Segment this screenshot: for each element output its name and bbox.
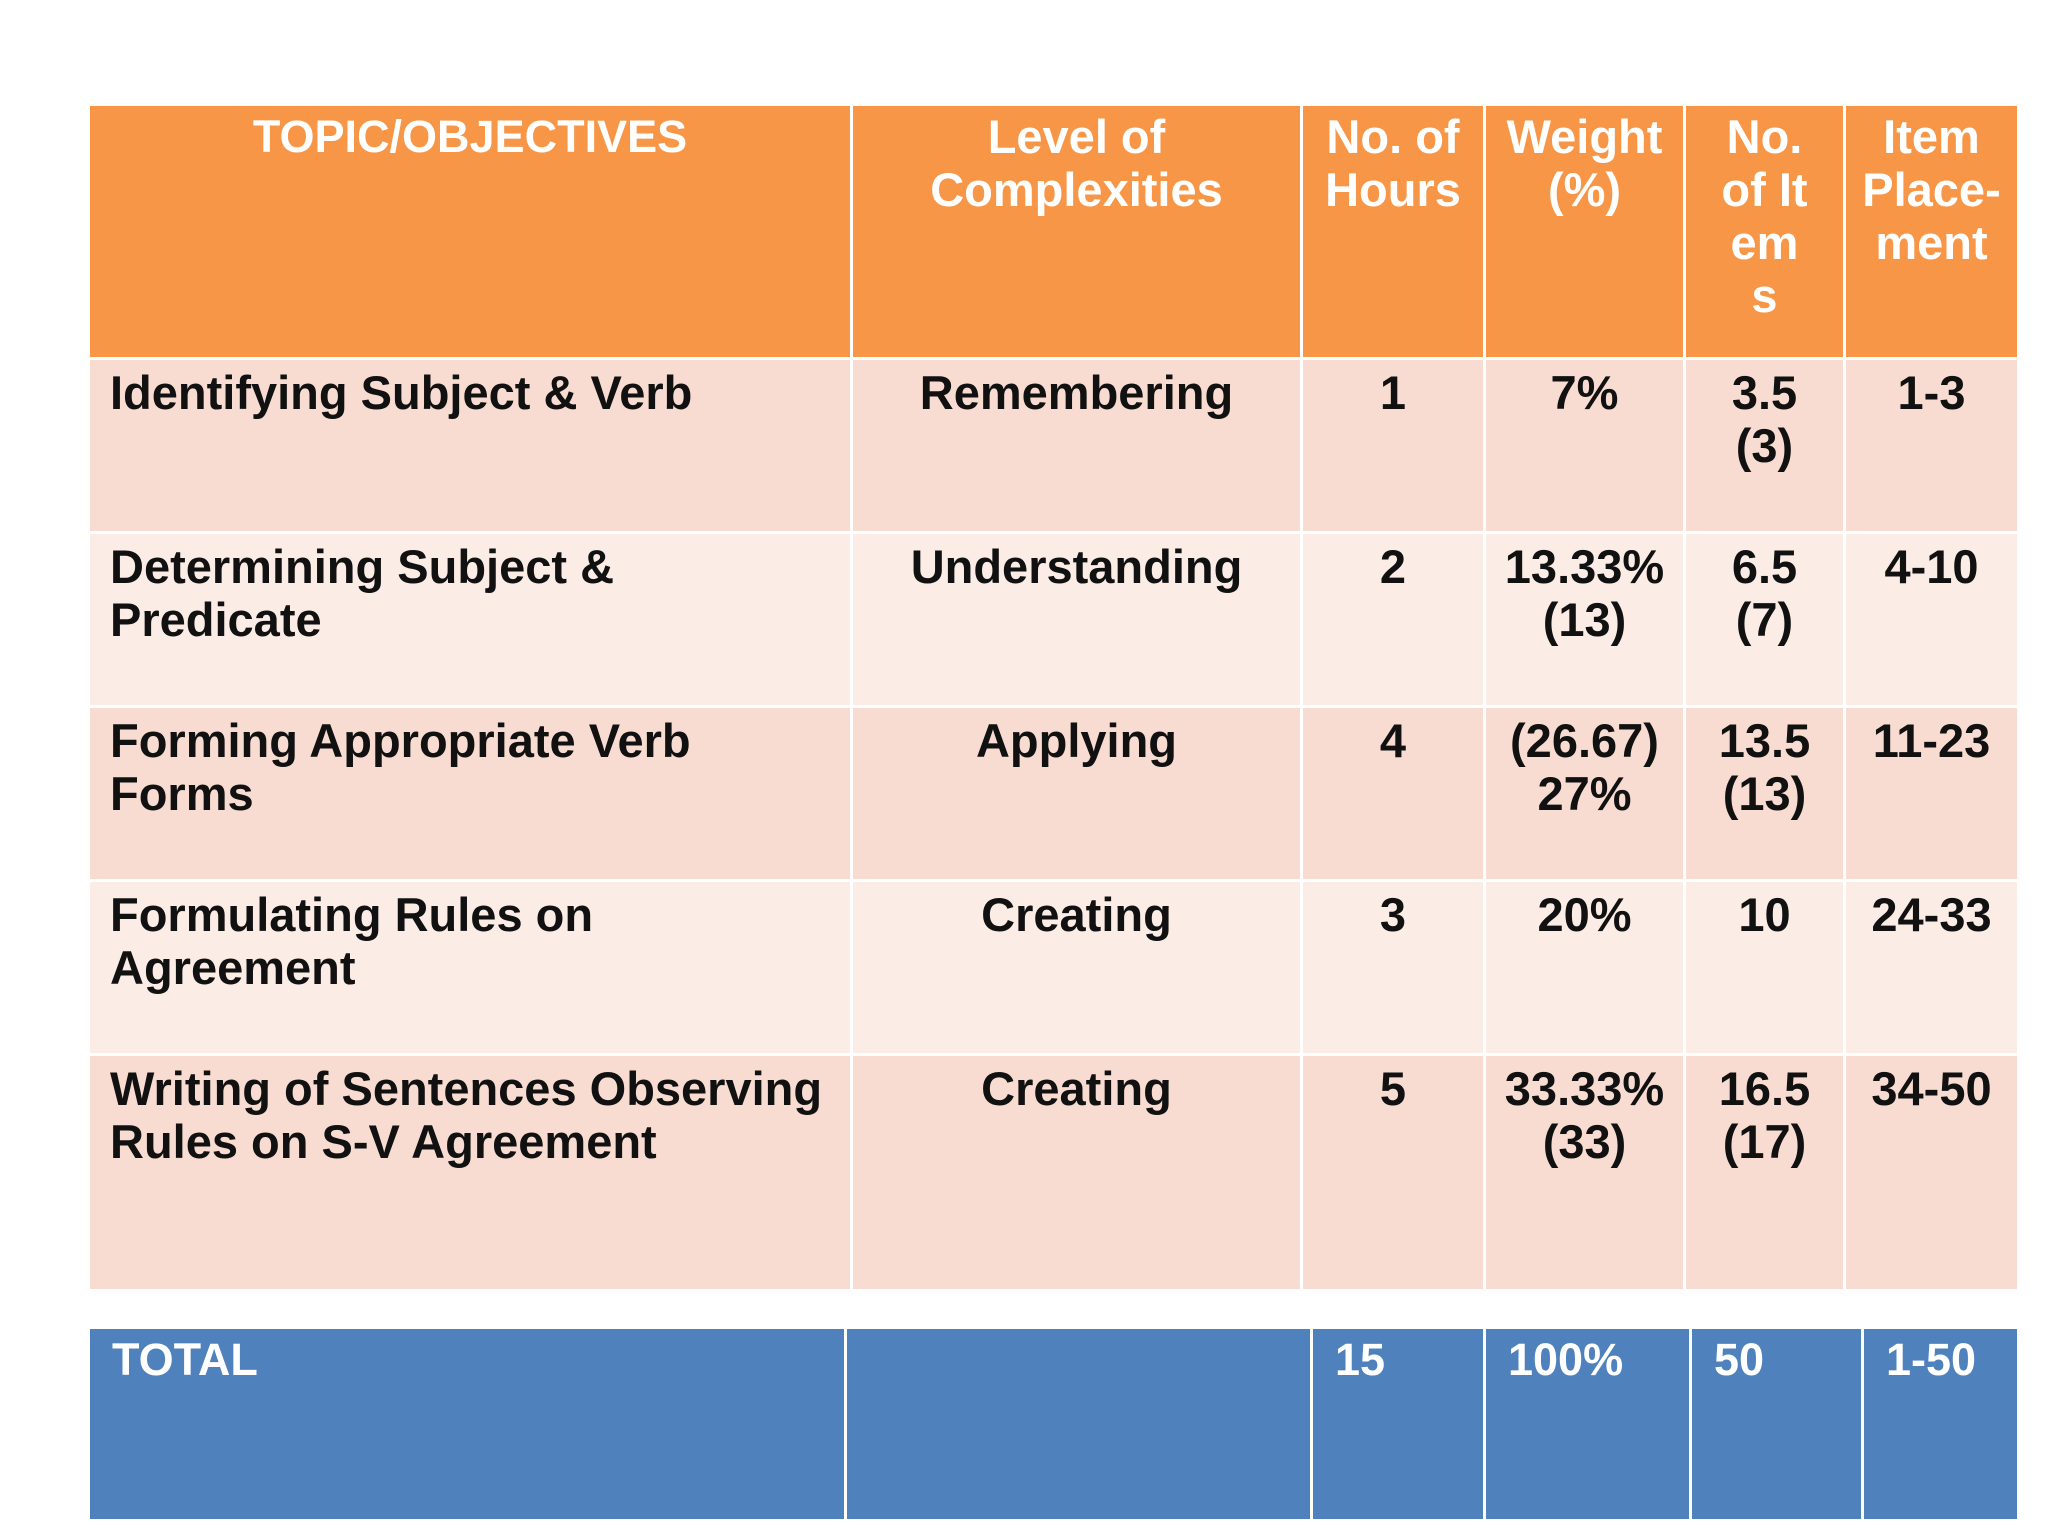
total-row [89, 1328, 2019, 1521]
level-cell: Applying [852, 707, 1302, 881]
total-weight: 100% [1485, 1328, 1691, 1521]
items-value: 13.5 [1718, 714, 1811, 767]
items-rounded: (7) [1735, 593, 1794, 646]
table-row [89, 359, 2019, 533]
topic-cell: Determining Subject & Predicate [89, 533, 852, 707]
items-cell [1685, 359, 1845, 533]
table-row [89, 533, 2019, 707]
hours-cell: 5 [1302, 1055, 1485, 1291]
total-label: TOTAL [89, 1328, 846, 1521]
placement-cell: 4-10 [1845, 533, 2019, 707]
weight-value: 20% [1537, 888, 1632, 941]
weight-rounded: (33) [1542, 1115, 1627, 1168]
header-level: Level of Complexities [852, 105, 1302, 359]
weight-cell [1485, 533, 1685, 707]
items-value: 16.5 [1718, 1062, 1811, 1115]
total-placement: 1-50 [1863, 1328, 2019, 1521]
total-level [846, 1328, 1312, 1521]
header-placement: Item Place- ment [1845, 105, 2019, 359]
weight-cell [1485, 707, 1685, 881]
items-cell [1685, 1055, 1845, 1291]
header-row [89, 105, 2019, 359]
topic-cell: Forming Appropriate Verb Forms [89, 707, 852, 881]
weight-cell [1485, 359, 1685, 533]
placement-cell: 11-23 [1845, 707, 2019, 881]
placement-cell: 24-33 [1845, 881, 2019, 1055]
level-cell: Understanding [852, 533, 1302, 707]
topic-line: Writing of Sentences Observing [110, 1062, 823, 1115]
weight-value: 13.33% [1504, 540, 1665, 593]
items-value: 6.5 [1731, 540, 1798, 593]
items-cell [1685, 707, 1845, 881]
placement-cell: 34-50 [1845, 1055, 2019, 1291]
items-value: 10 [1738, 888, 1791, 941]
topic-line: Rules on S-V Agreement [110, 1115, 657, 1168]
weight-value: 33.33% [1504, 1062, 1665, 1115]
level-cell: Remembering [852, 359, 1302, 533]
topic-cell [89, 1055, 852, 1291]
header-topic: TOPIC/OBJECTIVES [89, 105, 852, 359]
level-cell: Creating [852, 1055, 1302, 1291]
items-value: 3.5 [1731, 366, 1798, 419]
weight-cell [1485, 881, 1685, 1055]
test-specification-table [87, 103, 2020, 1292]
items-cell [1685, 881, 1845, 1055]
hours-cell: 3 [1302, 881, 1485, 1055]
items-rounded: (3) [1735, 419, 1794, 472]
weight-rounded: (13) [1542, 593, 1627, 646]
level-cell: Creating [852, 881, 1302, 1055]
header-hours: No. of Hours [1302, 105, 1485, 359]
table-row [89, 707, 2019, 881]
header-items: No. of Item s [1685, 105, 1845, 359]
header-weight: Weight (%) [1485, 105, 1685, 359]
items-cell [1685, 533, 1845, 707]
placement-cell: 1-3 [1845, 359, 2019, 533]
hours-cell: 2 [1302, 533, 1485, 707]
weight-rounded: 27% [1537, 767, 1632, 820]
weight-cell [1485, 1055, 1685, 1291]
hours-cell: 1 [1302, 359, 1485, 533]
total-hours: 15 [1312, 1328, 1485, 1521]
hours-cell: 4 [1302, 707, 1485, 881]
topic-cell: Formulating Rules on Agreement [89, 881, 852, 1055]
weight-value: 7% [1550, 366, 1619, 419]
total-items: 50 [1691, 1328, 1863, 1521]
items-rounded: (17) [1722, 1115, 1807, 1168]
weight-value: (26.67) [1510, 714, 1659, 767]
table-row [89, 1055, 2019, 1291]
total-table [87, 1326, 2020, 1522]
topic-cell: Identifying Subject & Verb [89, 359, 852, 533]
table-row [89, 881, 2019, 1055]
items-rounded: (13) [1722, 767, 1807, 820]
